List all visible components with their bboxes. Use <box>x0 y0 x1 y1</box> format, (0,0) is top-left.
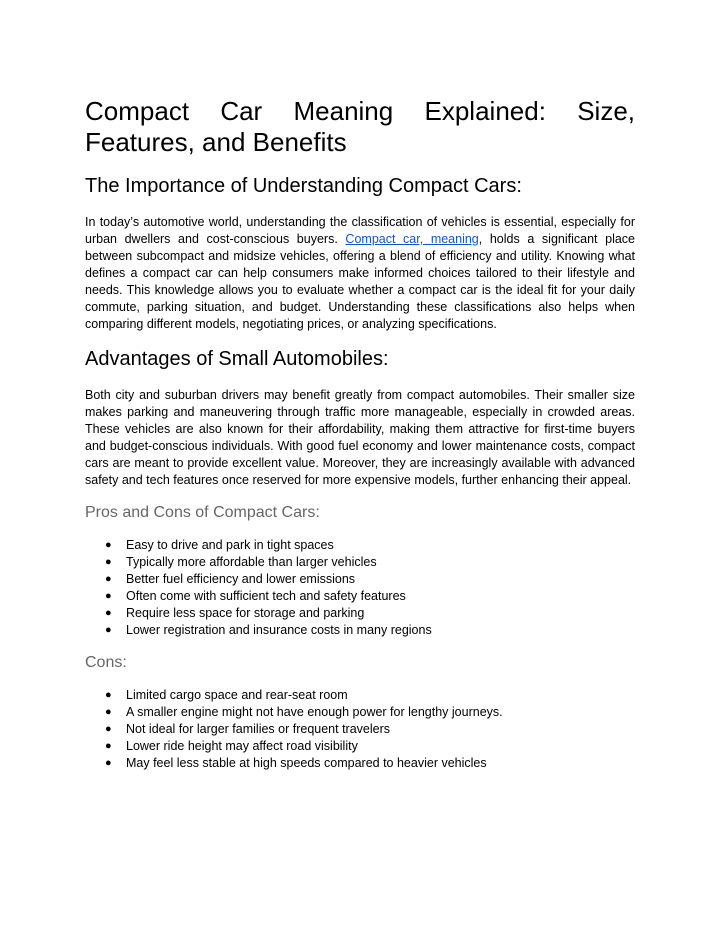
bullet-icon: ● <box>105 740 112 752</box>
compact-car-meaning-link[interactable]: Compact car, meaning <box>345 232 479 246</box>
list-item-text: Typically more affordable than larger vehicles <box>126 555 377 569</box>
list-item <box>85 605 635 622</box>
section-heading-importance: The Importance of Understanding Compact Cars: <box>85 175 522 197</box>
bullet-icon: ● <box>105 556 112 568</box>
list-item-text: Often come with sufficient tech and safety features <box>126 589 406 603</box>
paragraph-text: , holds a significant place between subcompact and midsize vehicles, offering a blend of efficiency and utility. Knowing what defines a compact car can help consumers make informed choices tailored to their lifestyle and needs. This knowledge allows you to evaluate whether a compact car is the ideal fit for your daily commute, parking situation, and budget. Understanding these classifications also helps when comparing different models, negotiating prices, or analyzing specifications. <box>85 232 635 331</box>
list-item <box>85 687 635 704</box>
bullet-icon: ● <box>105 706 112 718</box>
document-page <box>85 96 635 786</box>
section-heading-pros-cons: Pros and Cons of Compact Cars: <box>85 504 320 521</box>
list-item-text: Not ideal for larger families or frequent travelers <box>126 722 391 736</box>
paragraph-text: In today’s automotive world, understanding the classification of vehicles is essential, especially for urban dwellers and cost-conscious buyers. <box>85 215 635 246</box>
bullet-icon: ● <box>105 723 112 735</box>
section-heading-advantages: Advantages of Small Automobiles: <box>85 348 389 370</box>
list-item-text: Limited cargo space and rear-seat room <box>126 688 348 702</box>
bullet-icon: ● <box>105 607 112 619</box>
list-item <box>85 721 635 738</box>
bullet-icon: ● <box>105 590 112 602</box>
bullet-icon: ● <box>105 689 112 701</box>
list-item <box>85 537 635 554</box>
list-item <box>85 755 635 772</box>
bullet-icon: ● <box>105 573 112 585</box>
bullet-icon: ● <box>105 539 112 551</box>
list-item <box>85 738 635 755</box>
paragraph-importance <box>85 214 635 333</box>
list-item <box>85 588 635 605</box>
bullet-icon: ● <box>105 624 112 636</box>
list-item <box>85 622 635 639</box>
bullet-icon: ● <box>105 757 112 769</box>
paragraph-advantages: Both city and suburban drivers may benefit greatly from compact automobiles. Their smaller size makes parking and maneuvering through traffic more manageable, especially in crowded areas. These vehicles are also known for their affordability, making them attractive for first-time buyers and budget-conscious individuals. With good fuel economy and lower maintenance costs, compact cars are meant to provide excellent value. Moreover, they are increasingly available with advanced safety and tech features once reserved for more expensive models, further enhancing their appeal. <box>85 388 635 487</box>
list-item-text: Easy to drive and park in tight spaces <box>126 538 334 552</box>
list-item-text: Better fuel efficiency and lower emissions <box>126 572 356 586</box>
list-item <box>85 704 635 721</box>
page-title: Compact Car Meaning Explained: Size, Features, and Benefits <box>85 96 635 157</box>
pros-list <box>85 537 635 639</box>
list-item-text: May feel less stable at high speeds compared to heavier vehicles <box>126 756 487 770</box>
list-item-text: Lower registration and insurance costs in many regions <box>126 623 432 637</box>
list-item-text: Lower ride height may affect road visibility <box>126 739 358 753</box>
cons-list <box>85 687 635 772</box>
section-heading-cons: Cons: <box>85 654 127 671</box>
list-item <box>85 571 635 588</box>
list-item <box>85 554 635 571</box>
list-item-text: A smaller engine might not have enough power for lengthy journeys. <box>126 705 503 719</box>
list-item-text: Require less space for storage and parking <box>126 606 365 620</box>
